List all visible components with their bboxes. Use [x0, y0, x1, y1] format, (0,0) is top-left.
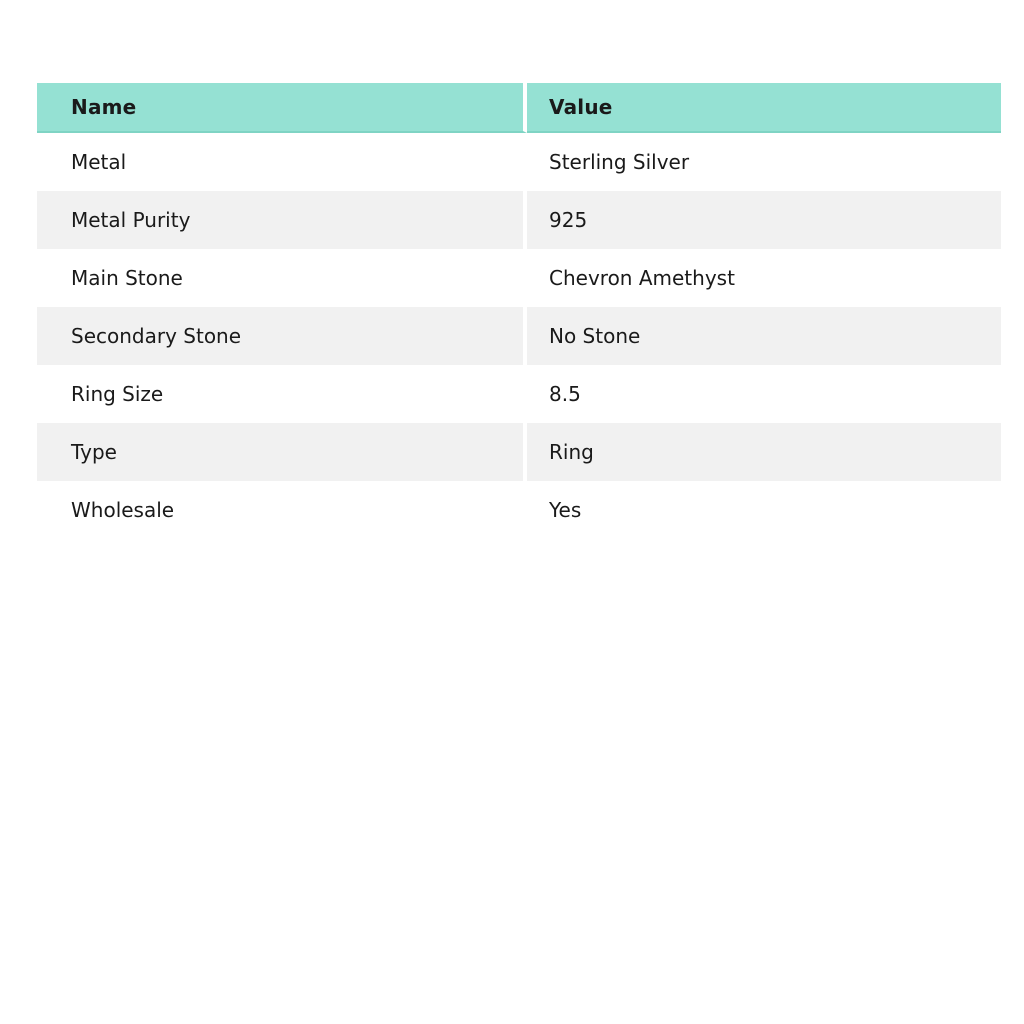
- table-row: [37, 133, 1001, 191]
- table-row: [37, 481, 1001, 539]
- table-row: [37, 423, 1001, 481]
- attribute-name: Main Stone: [37, 249, 527, 307]
- attribute-value: 925: [527, 191, 1001, 249]
- attribute-name: Metal: [37, 133, 527, 191]
- table-row: [37, 191, 1001, 249]
- table-row: [37, 249, 1001, 307]
- attribute-name: Secondary Stone: [37, 307, 527, 365]
- column-header-name: Name: [37, 83, 527, 133]
- attribute-value: No Stone: [527, 307, 1001, 365]
- attribute-value: Sterling Silver: [527, 133, 1001, 191]
- table-header-row: [37, 83, 1001, 133]
- table-row: [37, 365, 1001, 423]
- attribute-value: 8.5: [527, 365, 1001, 423]
- attribute-name: Wholesale: [37, 481, 527, 539]
- attributes-table: [37, 83, 1001, 539]
- attribute-name: Metal Purity: [37, 191, 527, 249]
- attribute-value: Yes: [527, 481, 1001, 539]
- attribute-value: Ring: [527, 423, 1001, 481]
- attribute-name: Ring Size: [37, 365, 527, 423]
- attribute-value: Chevron Amethyst: [527, 249, 1001, 307]
- attribute-name: Type: [37, 423, 527, 481]
- column-header-value: Value: [527, 83, 1001, 133]
- table-row: [37, 307, 1001, 365]
